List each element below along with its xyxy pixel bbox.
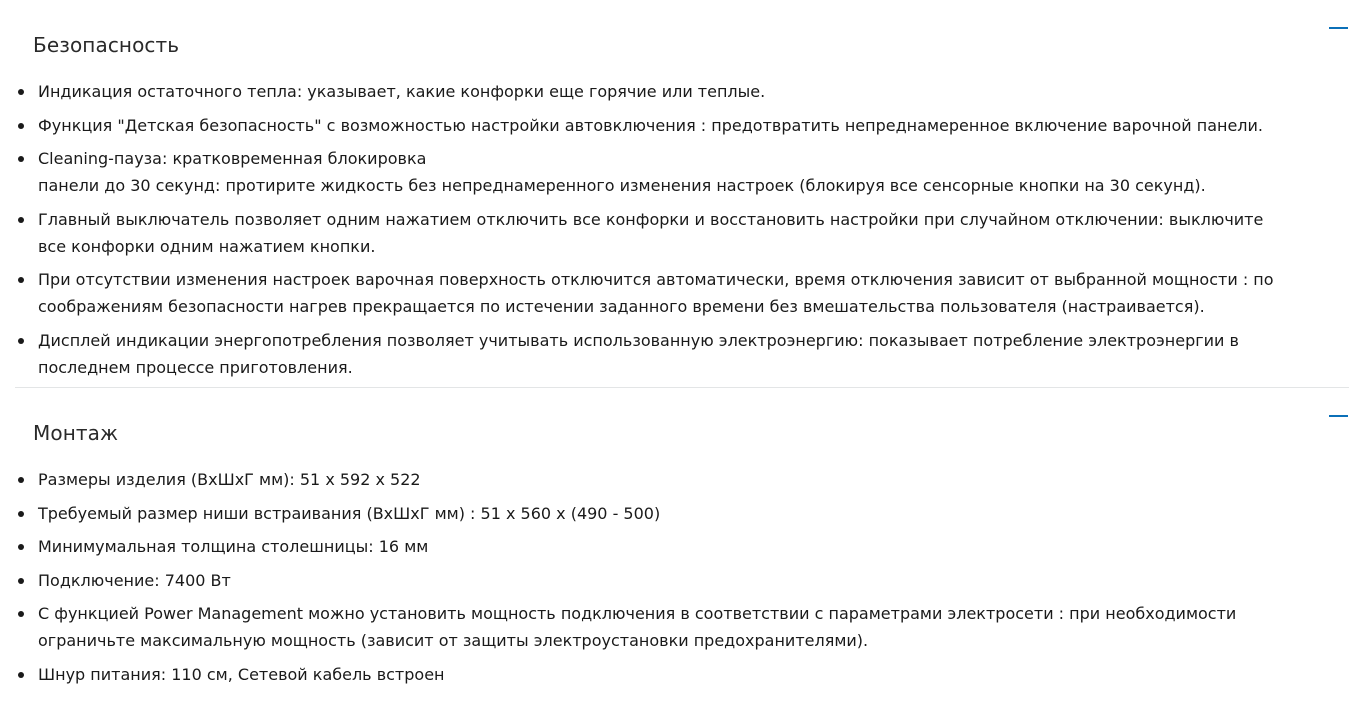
list-item-text: последнем процессе приготовления.	[38, 357, 353, 377]
list-item	[15, 567, 1349, 594]
list-item	[15, 206, 1349, 260]
accordion-section-installation	[15, 388, 1349, 688]
accordion-header-installation[interactable]	[15, 388, 1349, 446]
section-title: Монтаж	[33, 420, 119, 445]
collapse-minus-icon[interactable]	[1329, 27, 1349, 29]
list-item	[15, 145, 1349, 199]
list-item-text: Минимумальная толщина столешницы: 16 мм	[38, 537, 429, 556]
accordion-section-safety	[15, 0, 1349, 388]
list-item-text: При отсутствии изменения настроек варочная поверхность отключится автоматически, время отключения зависит от выбранной мощности : по	[38, 270, 1274, 289]
list-item	[15, 327, 1349, 381]
list-item	[15, 600, 1349, 654]
list-item	[15, 78, 1349, 105]
list-item	[15, 112, 1349, 139]
list-item-text: панели до 30 секунд: протирите жидкость без непреднамеренного изменения настроек (блокируя все сенсорные кнопки на 30 секунд).	[38, 176, 1206, 195]
list-item	[15, 661, 1349, 688]
list-item-text: Шнур питания: 110 см, Сетевой кабель встроен	[38, 664, 445, 684]
list-item-text: Функция "Детская безопасность" с возможностью настройки автовключения : предотвратить непреднамеренное включение варочной панели.	[38, 115, 1264, 135]
section-title: Безопасность	[33, 32, 180, 57]
list-item-text: Cleaning-пауза: кратковременная блокировка	[38, 149, 427, 168]
feature-list	[15, 446, 1349, 688]
accordion-header-safety[interactable]	[15, 0, 1349, 58]
list-item-text: все конфорки одним нажатием кнопки.	[38, 236, 376, 256]
list-item	[15, 266, 1349, 320]
list-item-text: Требуемый размер ниши встраивания (ВхШхГ мм) : 51 x 560 x (490 - 500)	[38, 503, 661, 523]
list-item	[15, 466, 1349, 493]
list-item-text: Дисплей индикации энергопотребления позволяет учитывать использованную электроэнергию: показывает потребление электроэнергии в	[38, 330, 1239, 350]
collapse-minus-icon[interactable]	[1329, 415, 1349, 417]
list-item-text: ограничьте максимальную мощность (зависит от защиты электроустановки предохранителями).	[38, 631, 869, 650]
list-item-text: соображениям безопасности нагрев прекращается по истечении заданного времени без вмешательства пользователя (настраивается).	[38, 297, 1205, 316]
list-item-text: Главный выключатель позволяет одним нажатием отключить все конфорки и восстановить настройки при случайном отключении: выключите	[38, 209, 1264, 229]
list-item-text: Размеры изделия (ВхШхГ мм): 51 x 592 x 522	[38, 470, 421, 489]
list-item	[15, 533, 1349, 560]
list-item-text: С функцией Power Management можно установить мощность подключения в соответствии с параметрами электросети : при необходимости	[38, 604, 1237, 623]
list-item-text: Подключение: 7400 Вт	[38, 570, 231, 590]
feature-list	[15, 58, 1349, 381]
list-item	[15, 500, 1349, 527]
list-item-text: Индикация остаточного тепла: указывает, какие конфорки еще горячие или теплые.	[38, 82, 766, 101]
